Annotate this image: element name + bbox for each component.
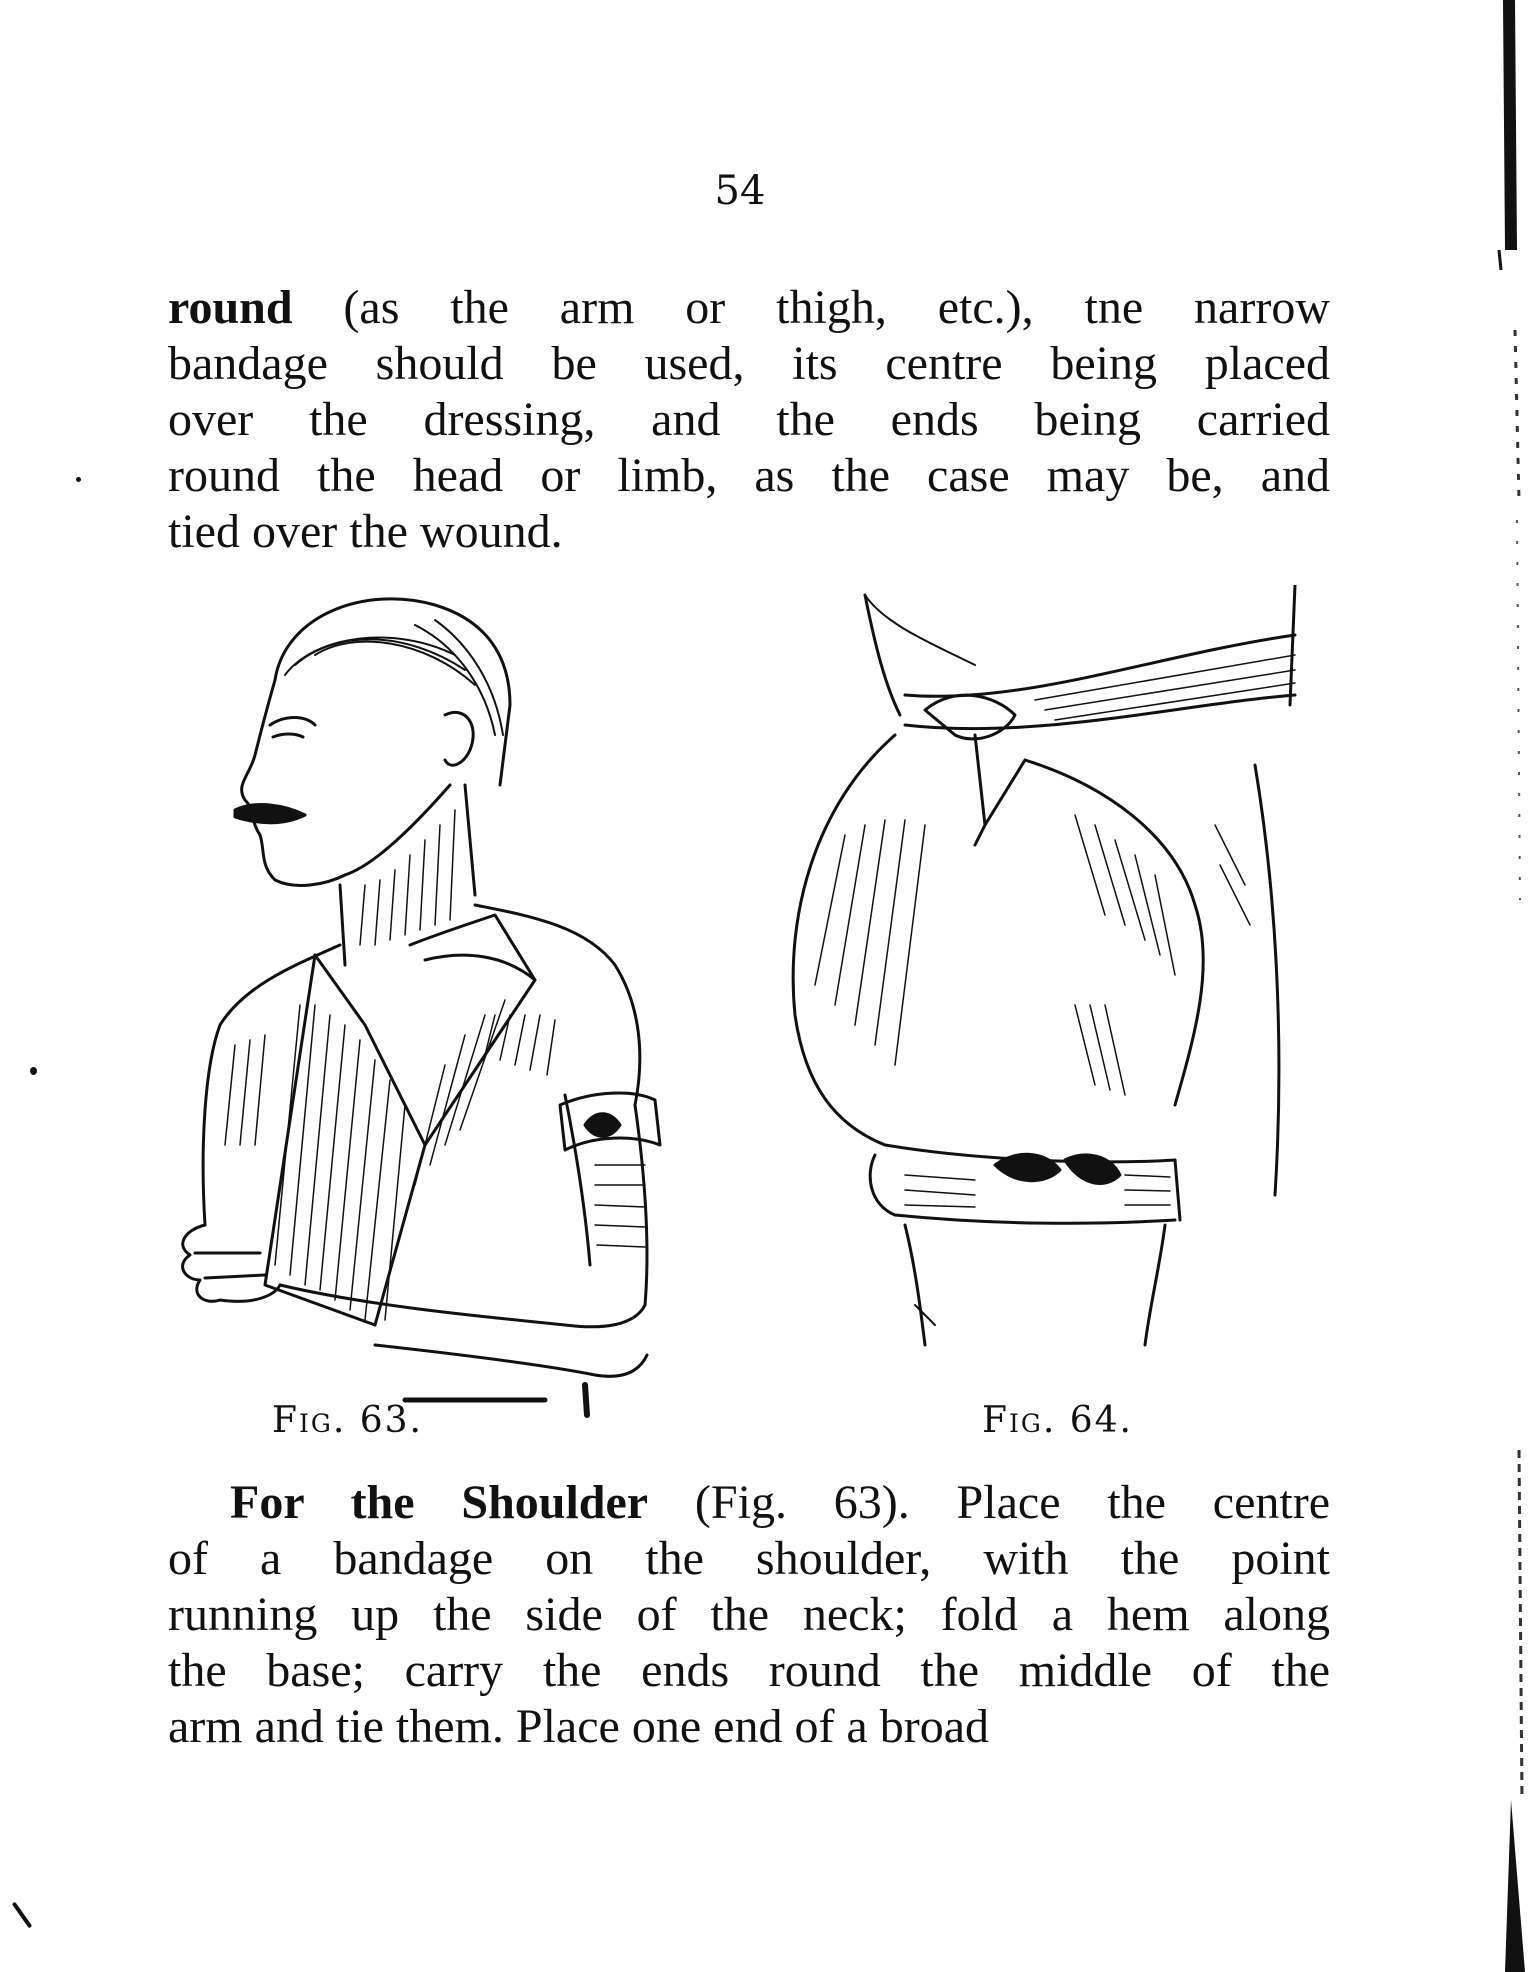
figure-64-caption: Fig. 64. — [982, 1400, 1133, 1441]
paragraph-line: arm and tie them. Place one end of a broad — [168, 1700, 990, 1753]
paragraph-line: tied over the wound. — [168, 505, 563, 558]
paragraph-line: running up the side of the neck; fold a hem along — [168, 1588, 1330, 1641]
scan-speck — [12, 1902, 32, 1929]
paragraph-line: bandage should be used, its centre being placed — [168, 337, 1330, 390]
paragraph-line: of a bandage on the shoulder, with the point — [168, 1532, 1330, 1585]
scan-speck — [30, 1067, 37, 1075]
paragraph-for-the-shoulder — [168, 1475, 1330, 1755]
paragraph-round-bandage — [168, 280, 1330, 560]
paragraph-lead-heading: For the Shoulder — [230, 1476, 649, 1529]
page-number: 54 — [714, 168, 766, 214]
paragraph-lead-word: round — [168, 281, 293, 334]
scan-speck — [76, 477, 81, 482]
figure-63-caption: Fig. 63. — [272, 1400, 423, 1441]
paragraph-line: the base; carry the ends round the middle of the — [168, 1644, 1330, 1697]
paragraph-line: (Fig. 63). Place the centre — [648, 1476, 1331, 1529]
scan-edge-shadow — [1475, 0, 1535, 1972]
paragraph-line: round the head or limb, as the case may be, and — [168, 449, 1330, 502]
paragraph-line: (as the arm or thigh, etc.), tne narrow — [292, 281, 1330, 334]
paragraph-line: over the dressing, and the ends being carried — [168, 393, 1330, 446]
figure-63-illustration — [165, 585, 710, 1435]
figure-64-illustration — [775, 585, 1350, 1385]
